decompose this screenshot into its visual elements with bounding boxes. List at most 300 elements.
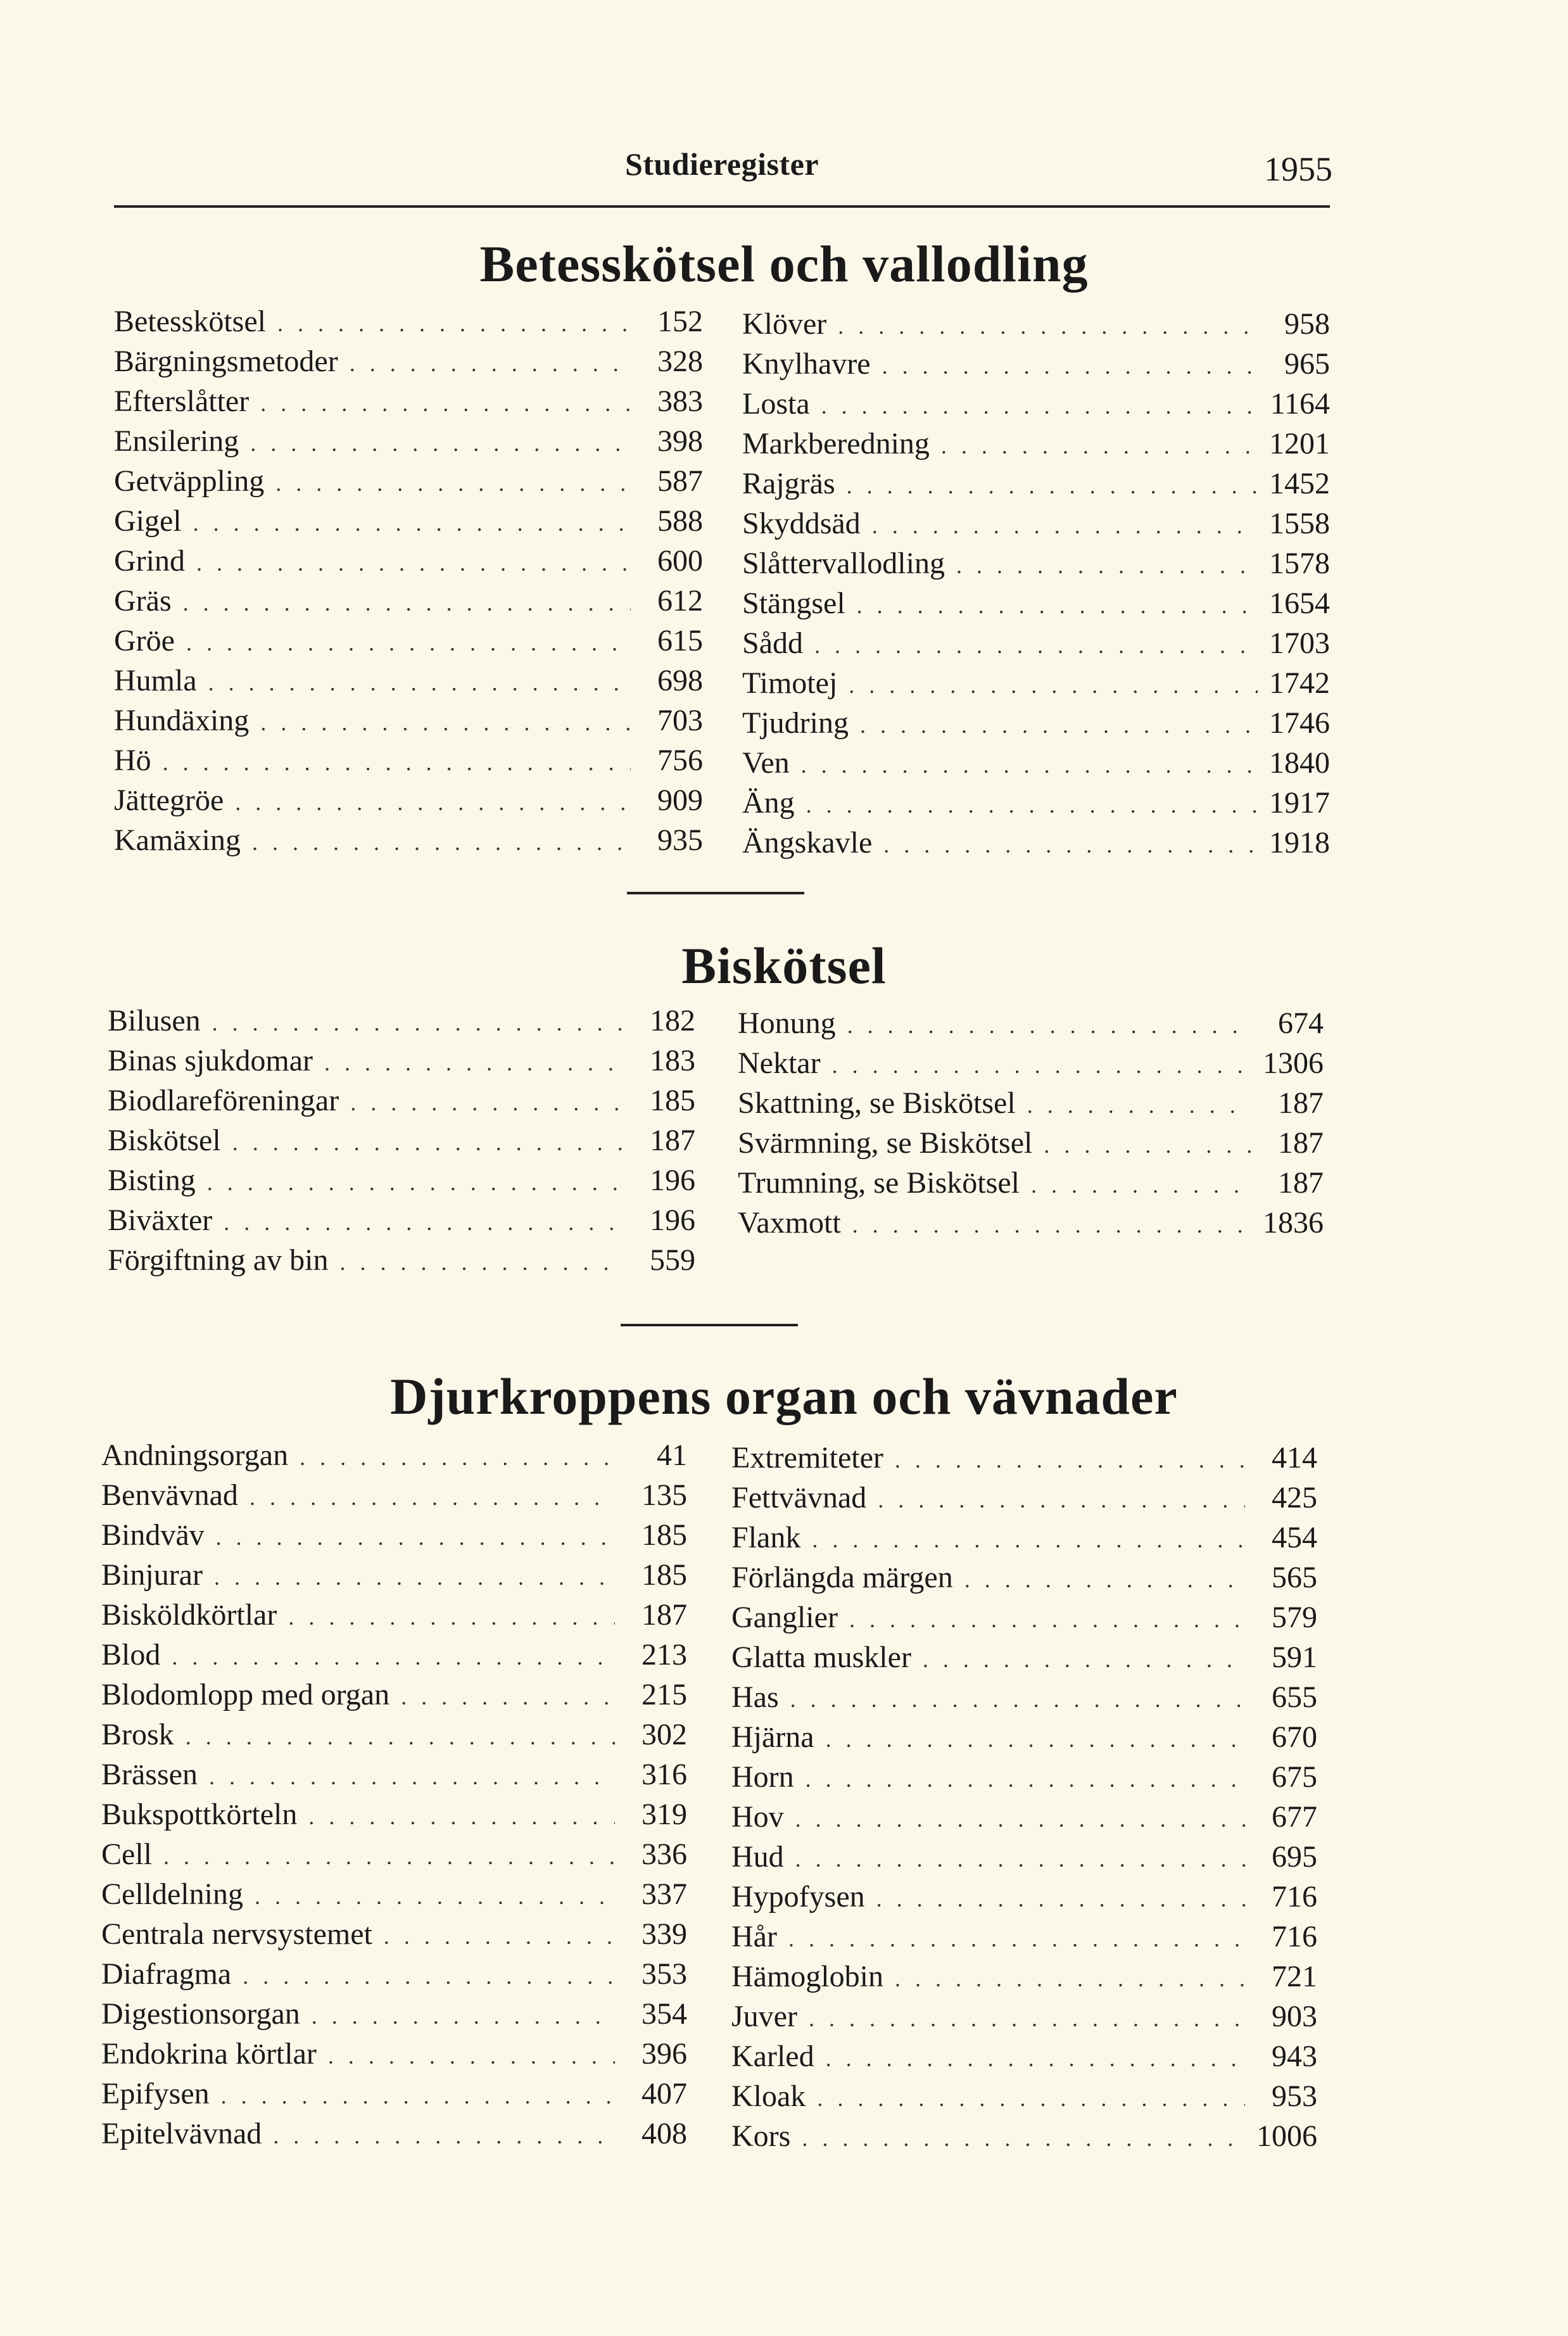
index-term: Losta [742,387,810,421]
dot-leader [1031,1166,1251,1204]
index-entry-groe [114,622,703,662]
index-entry-grind [114,542,703,582]
dot-leader [260,384,631,422]
page-number: 1578 [1269,547,1330,580]
section-title-betesskotsel: Betesskötsel och vallodling [479,235,1089,293]
page-number: 1306 [1263,1046,1324,1080]
dot-leader [802,2119,1245,2157]
index-column-right [742,305,1330,864]
index-entry-hov [731,1798,1317,1838]
index-term: Kloak [731,2079,806,2113]
index-entry-nektar [738,1044,1324,1084]
index-term: Hjärna [731,1720,814,1754]
index-term: Bilusen [108,1004,201,1038]
dot-leader [260,704,631,742]
page-number: 565 [1272,1561,1317,1594]
dot-leader [350,345,631,383]
page-number: 953 [1272,2079,1317,2113]
dot-leader [209,1758,615,1796]
index-entry-biodlareforeningar [108,1082,695,1122]
page-number: 1654 [1269,587,1330,620]
dot-leader [847,467,1258,505]
dot-leader [895,1441,1245,1479]
index-entry-forlangda-margen [731,1559,1317,1599]
dot-leader [860,706,1258,744]
dot-leader [817,2079,1245,2117]
index-term: Hud [731,1840,784,1874]
index-term: Humla [114,664,197,697]
index-entry-hamoglobin [731,1958,1317,1998]
page-number: 414 [1272,1441,1317,1475]
page-number: 339 [642,1917,687,1951]
dot-leader [328,2037,615,2075]
index-term: Biodlareföreningar [108,1084,339,1117]
index-entry-bukspottkorteln [101,1796,687,1836]
index-term: Timotej [742,666,838,700]
dot-leader [401,1678,615,1716]
index-term: Cell [101,1838,152,1871]
dot-leader [232,1124,623,1162]
index-term: Ängskavle [742,826,873,860]
index-term: Gröe [114,624,175,657]
index-term: Fettvävnad [731,1481,867,1514]
dot-leader [212,1004,623,1042]
page-number: 425 [1272,1481,1317,1514]
index-entry-celldelning [101,1876,687,1915]
index-term: Gigel [114,504,182,538]
page-number: 408 [642,2117,687,2150]
index-term: Karled [731,2040,814,2073]
dot-leader [193,504,631,542]
index-term: Honung [738,1006,836,1040]
index-term: Endokrina körtlar [101,2037,317,2071]
page-number: 187 [642,1598,687,1632]
index-term: Brosk [101,1718,174,1751]
index-term: Hår [731,1920,777,1953]
index-entry-brassen [101,1756,687,1796]
page-number: 407 [642,2077,687,2111]
index-entry-brosk [101,1716,687,1756]
page-number: 196 [650,1203,695,1237]
page-number: 187 [1278,1126,1324,1160]
page-number: 675 [1272,1760,1317,1794]
index-entry-karled [731,2038,1317,2078]
page-number: 716 [1272,1920,1317,1953]
index-entry-angskavle [742,824,1330,864]
running-head-year: 1955 [1264,150,1332,188]
index-term: Svärmning, se Biskötsel [738,1126,1033,1160]
index-column-right [738,1005,1324,1244]
index-entry-fettvavnad [731,1479,1317,1519]
page-number: 695 [1272,1840,1317,1874]
page-number: 615 [657,624,703,657]
index-term: Trumning, se Biskötsel [738,1166,1020,1200]
dot-leader [275,464,631,502]
index-entry-bivaxter [108,1202,695,1241]
index-term: Vaxmott [738,1206,841,1240]
index-term: Hypofysen [731,1880,865,1914]
dot-leader [941,427,1258,465]
index-entry-hjarna [731,1718,1317,1758]
index-term: Bukspottkörteln [101,1798,298,1831]
index-term: Biskötsel [108,1124,221,1157]
index-term: Has [731,1680,779,1714]
index-entry-glatta-muskler [731,1639,1317,1679]
index-term: Juver [731,2000,797,2033]
page-number: 670 [1272,1720,1317,1754]
page-number: 152 [657,305,703,338]
page-number: 302 [642,1718,687,1751]
dot-leader [243,1957,615,1995]
dot-leader [1044,1126,1251,1164]
page-number: 185 [650,1084,695,1117]
header-rule [114,205,1330,208]
index-term: Binjurar [101,1558,203,1592]
index-entry-extremiteter [731,1439,1317,1479]
page-number: 1164 [1270,387,1330,421]
index-entry-gigel [114,502,703,542]
index-term: Skattning, se Biskötsel [738,1086,1016,1120]
page-number: 213 [642,1638,687,1672]
dot-leader [876,1880,1245,1918]
index-entry-benvavnad [101,1476,687,1516]
index-entry-blodomlopp-med-organ [101,1676,687,1716]
index-term: Förlängda märgen [731,1561,953,1594]
page-number: 1836 [1263,1206,1324,1240]
index-entry-klover [742,305,1330,345]
index-term: Slåttervallodling [742,547,945,580]
index-entry-stangsel [742,585,1330,625]
index-term: Benvävnad [101,1478,238,1512]
page-number: 185 [642,1518,687,1552]
page-number: 600 [657,544,703,578]
dot-leader [832,1046,1251,1084]
page-number: 909 [657,784,703,817]
dot-leader [895,1960,1245,1998]
dot-leader [838,307,1258,345]
page-number: 336 [642,1838,687,1871]
index-term: Jättegröe [114,784,224,817]
index-entry-slattervallodling [742,545,1330,585]
dot-leader [183,584,631,622]
index-entry-efterslatter [114,383,703,422]
dot-leader [849,666,1258,704]
index-entry-epifysen [101,2075,687,2115]
dot-leader [163,744,631,782]
index-term: Klöver [742,307,827,341]
page-number: 185 [642,1558,687,1592]
dot-leader [196,544,631,582]
page-number: 1840 [1269,746,1330,780]
dot-leader [806,1760,1245,1798]
index-entry-har [731,1918,1317,1958]
index-entry-knylhavre [742,345,1330,385]
dot-leader [350,1084,623,1122]
page-number: 454 [1272,1521,1317,1554]
index-term: Grind [114,544,185,578]
page-number: 716 [1272,1880,1317,1914]
index-term: Ven [742,746,790,780]
dot-leader [964,1561,1245,1599]
dot-leader [795,1800,1245,1838]
dot-leader [857,587,1258,625]
index-term: Extremiteter [731,1441,883,1475]
page-number: 398 [657,424,703,458]
index-entry-endokrina-kortlar [101,2035,687,2075]
index-term: Andningsorgan [101,1438,289,1472]
page-number: 135 [642,1478,687,1512]
index-entry-humla [114,662,703,702]
page-number: 721 [1272,1960,1317,1993]
dot-leader [221,2077,615,2115]
dot-leader [852,1206,1251,1244]
page-number: 396 [642,2037,687,2071]
dot-leader [1027,1086,1251,1124]
dot-leader [208,664,631,702]
index-term: Hov [731,1800,784,1834]
dot-leader [923,1641,1245,1679]
page-number: 1558 [1269,507,1330,540]
running-head [114,146,1330,196]
index-column-left [108,1002,695,1281]
index-entry-ven [742,744,1330,784]
index-term: Kors [731,2119,791,2153]
dot-leader [883,826,1258,864]
page-number: 215 [642,1678,687,1711]
index-entry-vaxmott [738,1204,1324,1244]
index-entry-losta [742,385,1330,425]
index-term: Ganglier [731,1601,838,1634]
index-term: Bärgningsmetoder [114,345,338,378]
index-term: Stängsel [742,587,845,620]
index-entry-andningsorgan [101,1437,687,1476]
page-number: 1918 [1269,826,1330,860]
dot-leader [795,1840,1245,1878]
index-term: Hö [114,744,151,777]
index-entry-ensilering [114,422,703,462]
index-entry-bargningsmetoder [114,343,703,383]
index-term: Betesskötsel [114,305,266,338]
page-number: 674 [1278,1006,1324,1040]
page-number: 1746 [1269,706,1330,740]
index-entry-kloak [731,2078,1317,2117]
dot-leader [826,2040,1245,2078]
page-number: 41 [657,1438,687,1472]
page-number: 935 [657,823,703,857]
dot-leader [821,387,1258,425]
page-number: 1917 [1269,786,1330,820]
index-entry-biskotsel [108,1122,695,1162]
index-term: Bindväv [101,1518,205,1552]
dot-leader [250,424,631,462]
page-number: 903 [1272,2000,1317,2033]
page-number: 965 [1284,347,1330,381]
page-number: 1742 [1269,666,1330,700]
index-term: Epifysen [101,2077,210,2111]
index-term: Nektar [738,1046,821,1080]
page-number: 591 [1272,1641,1317,1674]
page-number: 196 [650,1164,695,1197]
index-entry-getvappling [114,462,703,502]
page-number: 612 [657,584,703,618]
dot-leader [273,2117,615,2155]
dot-leader [814,626,1258,664]
index-entry-ang [742,784,1330,824]
index-column-left [101,1437,687,2155]
index-entry-rajgras [742,465,1330,505]
index-term: Blodomlopp med organ [101,1678,390,1711]
dot-leader [384,1917,615,1955]
index-term: Gräs [114,584,172,618]
dot-leader [872,507,1258,545]
index-term: Sådd [742,626,803,660]
index-entry-ganglier [731,1599,1317,1639]
dot-leader [308,1798,615,1836]
index-term: Kamäxing [114,823,241,857]
page-number: 183 [650,1044,695,1077]
section-title-biskotsel: Biskötsel [681,937,887,994]
dot-leader [255,1877,615,1915]
index-entry-cell [101,1836,687,1876]
index-term: Binas sjukdomar [108,1044,313,1077]
dot-leader [324,1044,623,1082]
page-number: 316 [642,1758,687,1791]
index-entry-flank [731,1519,1317,1559]
page-number: 182 [650,1004,695,1038]
page-number: 383 [657,384,703,418]
dot-leader [790,1680,1245,1718]
index-entry-has [731,1679,1317,1718]
index-entry-hypofysen [731,1878,1317,1918]
index-entry-bisting [108,1162,695,1202]
dot-leader [214,1558,615,1596]
page-number: 677 [1272,1800,1317,1834]
index-entry-horn [731,1758,1317,1798]
page-number: 187 [1278,1086,1324,1120]
page-number: 958 [1284,307,1330,341]
index-entry-binjurar [101,1556,687,1596]
index-entry-hundaxing [114,702,703,742]
index-entry-gras [114,582,703,622]
page-number: 655 [1272,1680,1317,1714]
index-entry-hud [731,1838,1317,1878]
index-entry-centrala-nervsystemet [101,1915,687,1955]
index-entry-sadd [742,625,1330,664]
index-term: Blod [101,1638,161,1672]
index-term: Horn [731,1760,794,1794]
index-entry-svarmning-se-biskotsel [738,1124,1324,1164]
index-term: Centrala nervsystemet [101,1917,372,1951]
index-entry-juver [731,1998,1317,2038]
page-number: 756 [657,744,703,777]
index-term: Getväppling [114,464,265,498]
page-number: 319 [642,1798,687,1831]
index-entry-skyddsad [742,505,1330,545]
dot-leader [849,1601,1245,1639]
page-number: 354 [642,1997,687,2031]
page-number: 337 [642,1877,687,1911]
dot-leader [788,1920,1245,1958]
index-entry-honung [738,1005,1324,1044]
index-term: Rajgräs [742,467,835,500]
running-head-title: Studieregister [624,146,819,182]
page-number: 328 [657,345,703,378]
page-number: 559 [650,1243,695,1277]
page-number: 943 [1272,2040,1317,2073]
dot-leader [235,784,631,822]
index-term: Diafragma [101,1957,232,1991]
page-number: 1201 [1269,427,1330,460]
index-entry-ho [114,742,703,782]
dot-leader [339,1243,623,1281]
index-entry-biskoldkortlar [101,1596,687,1636]
index-entry-skattning-se-biskotsel [738,1084,1324,1124]
index-entry-digestionsorgan [101,1995,687,2035]
dot-leader [826,1720,1245,1758]
index-term: Efterslåtter [114,384,250,418]
index-term: Äng [742,786,795,820]
page-number: 1452 [1269,467,1330,500]
index-entry-binas-sjukdomar [108,1042,695,1082]
dot-leader [252,823,631,861]
index-term: Bisting [108,1164,196,1197]
dot-leader [809,2000,1245,2038]
page-number: 353 [642,1957,687,1991]
index-term: Bisköldkörtlar [101,1598,277,1632]
dot-leader [224,1203,623,1241]
page-number: 187 [650,1124,695,1157]
index-column-right [731,1439,1317,2157]
page-number: 187 [1278,1166,1324,1200]
dot-leader [812,1521,1245,1559]
index-term: Förgiftning av bin [108,1243,329,1277]
index-term: Biväxter [108,1203,213,1237]
dot-leader [801,746,1258,784]
dot-leader [250,1478,615,1516]
index-entry-bindvav [101,1516,687,1556]
index-entry-bilusen [108,1002,695,1042]
index-term: Flank [731,1521,801,1554]
dot-leader [163,1838,615,1876]
index-entry-timotej [742,664,1330,704]
page-number: 1006 [1256,2119,1317,2153]
dot-leader [312,1997,615,2035]
index-term: Hundäxing [114,704,250,737]
dot-leader [806,786,1258,824]
page-number: 703 [657,704,703,737]
index-entry-trumning-se-biskotsel [738,1164,1324,1204]
section-separator [627,892,804,894]
index-entry-blod [101,1636,687,1676]
index-entry-tjudring [742,704,1330,744]
index-entry-epitelvavnad [101,2115,687,2155]
index-term: Epitelvävnad [101,2117,262,2150]
index-entry-jattegroe [114,782,703,822]
dot-leader [186,624,631,662]
index-entry-markberedning [742,425,1330,465]
dot-leader [216,1518,615,1556]
index-term: Knylhavre [742,347,871,381]
index-entry-diafragma [101,1955,687,1995]
index-term: Markberedning [742,427,930,460]
dot-leader [186,1718,615,1756]
dot-leader [878,1481,1245,1519]
section-separator [621,1324,798,1326]
index-column-left [114,303,703,861]
index-term: Hämoglobin [731,1960,883,1993]
index-term: Ensilering [114,424,239,458]
dot-leader [277,305,631,343]
